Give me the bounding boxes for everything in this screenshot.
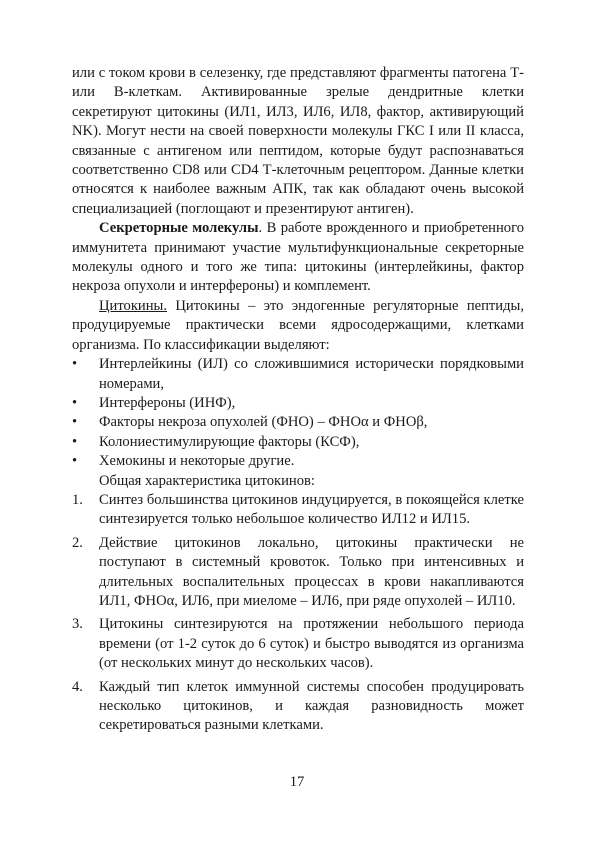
list-item-text: Интерлейкины (ИЛ) со сложившимися исторически порядковыми номерами, bbox=[99, 356, 524, 392]
list-item bbox=[72, 413, 524, 432]
list-item-text: Действие цитокинов локально, цитокины практически не поступают в системный кровоток. Только при интенсивных и длительных воспалительных процессах в крови накапливаются ИЛ1, ФНОα, ИЛ6, при миеломе – ИЛ6, при ряде опухолей – ИЛ10. bbox=[99, 534, 524, 609]
paragraph-cytokines bbox=[72, 297, 524, 355]
list-number: 4. bbox=[72, 678, 83, 695]
bullet-marker: • bbox=[72, 394, 78, 411]
paragraph-cytokines-text: Цитокины – это эндогенные регуляторные пептиды, продуцируемые практически всеми ядросодержащими, клетками организма. По классификации выделяют: bbox=[72, 297, 524, 353]
paragraph-dendritic-cells: или с током крови в селезенку, где представляют фрагменты патогена Т- или В-клеткам. Активированные зрелые дендритные клетки секретируют цитокины (ИЛ1, ИЛ3, ИЛ6, ИЛ8, фактор, активирующий NK). Могут нести на своей поверхности молекулы ГКС I или II класса, связанные с антигеном или пептидом, которые будут распознаваться соответственно CD8 или CD4 Т-клеточным рецептором. Данные клетки относятся к наиболее важным АПК, так как обладают очень высокой специализацией (поглощают и презентируют антиген). bbox=[72, 65, 524, 217]
bullet-marker: • bbox=[72, 453, 78, 470]
classification-list bbox=[72, 355, 524, 471]
list-item-text: Колониестимулирующие факторы (КСФ), bbox=[99, 433, 360, 450]
list-item bbox=[72, 615, 524, 673]
list-item-text: Интерфероны (ИНФ), bbox=[99, 394, 236, 411]
list-item bbox=[72, 534, 524, 612]
list-item bbox=[72, 355, 524, 394]
list-item bbox=[72, 491, 524, 530]
list-number: 1. bbox=[72, 491, 83, 508]
bullet-marker: • bbox=[72, 356, 78, 373]
heading-secretory-molecules: Секреторные молекулы bbox=[99, 220, 259, 237]
list-item bbox=[72, 452, 524, 471]
list-item-text: Синтез большинства цитокинов индуцируется, в покоящейся клетке синтезируется только небольшое количество ИЛ12 и ИЛ15. bbox=[99, 491, 524, 528]
paragraph-secretory-molecules bbox=[72, 219, 524, 297]
general-characteristics-title: Общая характеристика цитокинов: bbox=[99, 472, 315, 489]
characteristics-list bbox=[72, 491, 524, 736]
bullet-marker: • bbox=[72, 433, 78, 450]
document-page bbox=[72, 64, 524, 740]
heading-cytokines: Цитокины. bbox=[99, 297, 167, 314]
list-item-text: Цитокины синтезируются на протяжении небольшого периода времени (от 1-2 суток до 6 суток) и быстро выводятся из организма (от нескольких минут до нескольких часов). bbox=[99, 616, 524, 672]
list-number: 3. bbox=[72, 616, 83, 633]
list-item-text: Факторы некроза опухолей (ФНО) – ФНОα и ФНОβ, bbox=[99, 414, 428, 431]
list-item-text: Каждый тип клеток иммунной системы способен продуцировать несколько цитокинов, и каждая разновидность может секретироваться разными клетками. bbox=[99, 678, 524, 734]
bullet-marker: • bbox=[72, 414, 78, 431]
list-item-text: Хемокины и некоторые другие. bbox=[99, 453, 295, 470]
page-number: 17 bbox=[289, 774, 305, 790]
list-number: 2. bbox=[72, 534, 83, 551]
paragraph-secretory-molecules-text: . В работе врожденного и приобретенного иммунитета принимают участие мультифункциональные секреторные молекулы одного и того же типа: цитокины (интерлейкины, фактор некроза опухоли и интерфероны) и комплемент. bbox=[72, 220, 525, 295]
list-item bbox=[72, 394, 524, 413]
list-item bbox=[72, 433, 524, 452]
list-item bbox=[72, 678, 524, 736]
